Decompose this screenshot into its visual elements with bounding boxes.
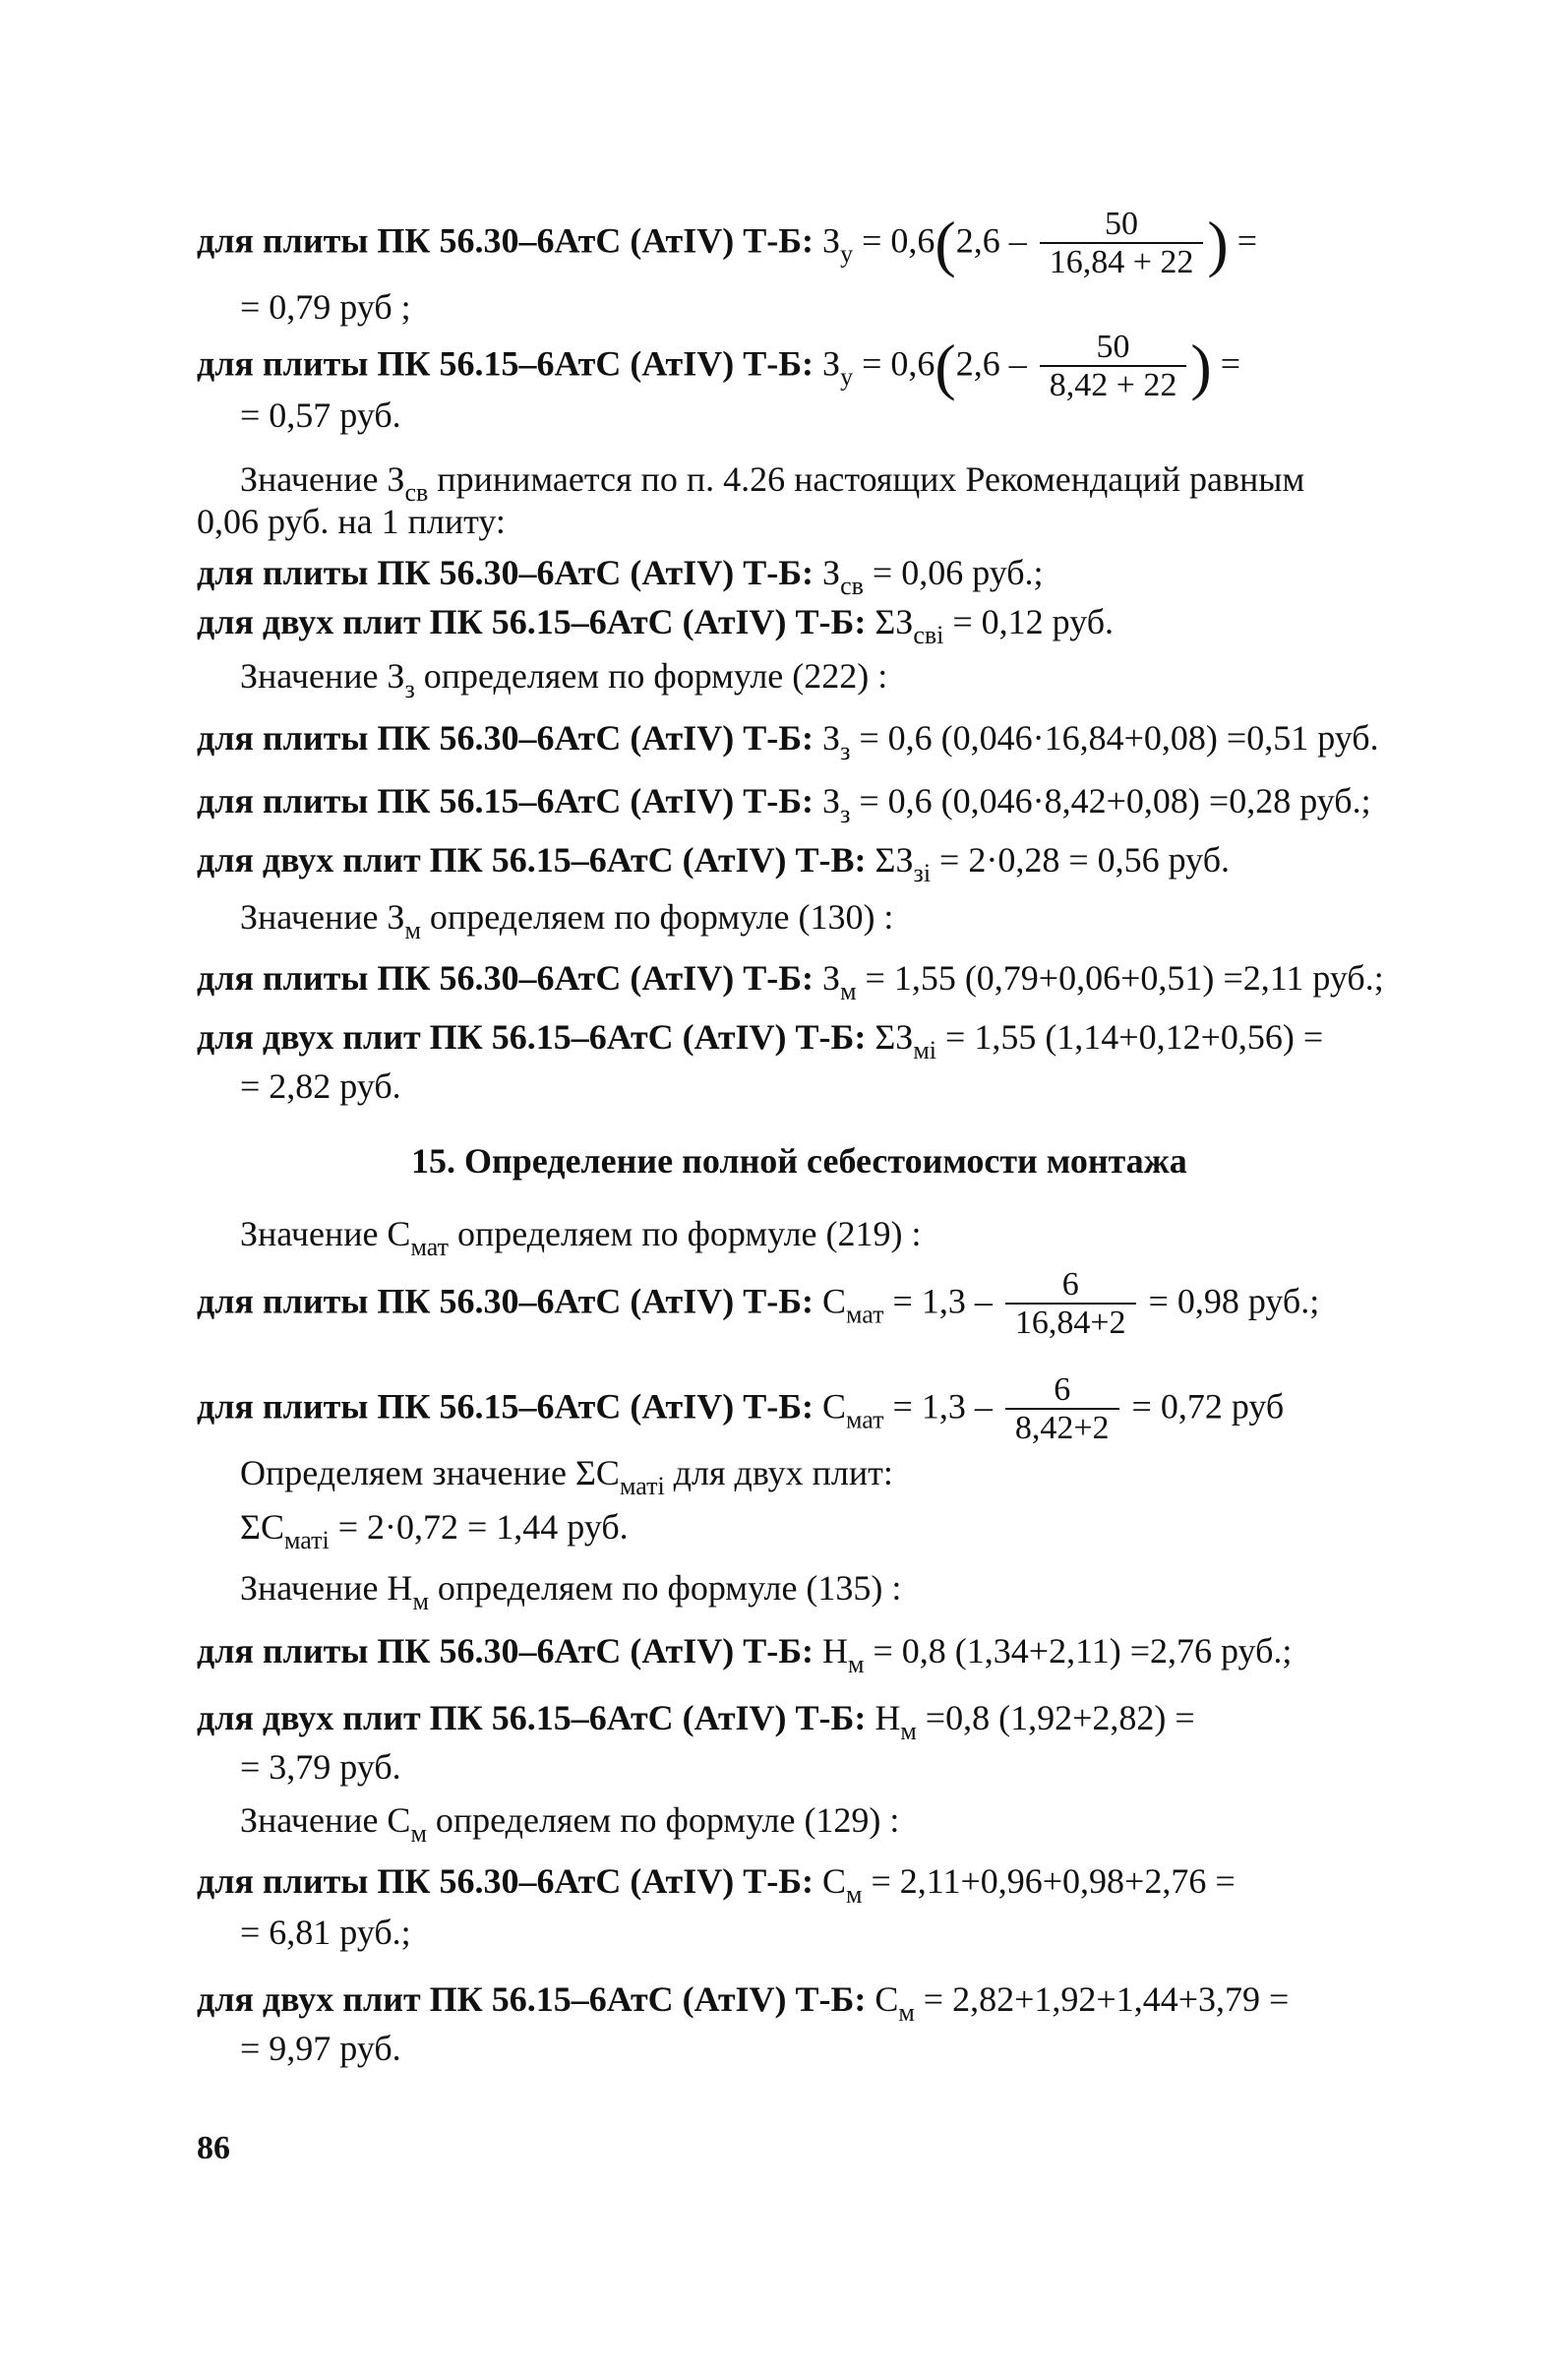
result-line: = 0,57 руб. [240, 395, 401, 435]
formula-line-zu-5615: для плиты ПК 56.15–6АтС (АтIV) Т-Б: $З_у = 0,6(2,6$ – $\frac{50}{8,42 + 22}$ ) = [197, 329, 1240, 403]
formula-line: для плиты ПК 56.30–6АтС (АтIV) Т-Б: $З_{св} = 0,06$ руб.; [197, 553, 1044, 600]
formula-line: для плиты ПК 56.30–6АтС (АтIV) Т-Б: $З_з = 0,6$ (0,046·16,84+0,08) =0,51 руб. [197, 718, 1379, 765]
formula-line: для двух плит ПК 56.15–6АтС (АтIV) Т-Б: $\Sigma З_{мi} = 1,55$ (1,14+0,12+0,56) = [197, 1017, 1324, 1064]
fraction: $\frac{50}{16,84 + 22}$ [1040, 207, 1204, 281]
formula-line: для двух плит ПК 56.15–6АтС (АтIV) Т-Б: $Н_м =0,8$ (1,92+2,82) = [197, 1698, 1195, 1745]
result-line: = 6,81 руб.; [240, 1913, 411, 1952]
result-line: = 2,82 руб. [240, 1066, 401, 1106]
page-number: 86 [197, 2130, 230, 2166]
paragraph-cm: Значение $С_м$ определяем по формуле (129) : [240, 1800, 900, 1848]
result-line: = 9,97 руб. [240, 2029, 401, 2068]
paragraph-zz: Значение $З_з$ определяем по формуле (222) : [240, 656, 888, 703]
fraction: $\frac{6}{16,84+2}$ [1005, 1267, 1136, 1342]
formula-line: для двух плит ПК 56.15–6АтС (АтIV) Т-Б: $\Sigma З_{свi} = 0,12$ руб. [197, 602, 1115, 649]
formula-line: для двух плит ПК 56.15–6АтС (АтIV) Т-Б: $С_м = 2,82+1,92+1,44+3,79$ = [197, 1979, 1290, 2027]
paragraph-nm: Значение $Н_м$ определяем по формуле (135) : [240, 1568, 902, 1615]
paragraph-zm: Значение $З_м$ определяем по формуле (130) : [240, 897, 894, 944]
fraction: $\frac{6}{8,42+2}$ [1005, 1372, 1119, 1447]
paragraph-cmat: Значение $С_{мат}$ определяем по формуле (219) : [240, 1214, 922, 1261]
formula-line-cmat-5615: для плиты ПК 56.15–6АтС (АтIV) Т-Б: $С_{мат} = 1,3$ – $\frac{6}{8,42+2}$ = 0,72 руб [197, 1371, 1285, 1446]
result-line: = 3,79 руб. [240, 1747, 401, 1787]
result-line: = 0,79 руб ; [240, 287, 411, 327]
formula-line: для плиты ПК 56.15–6АтС (АтIV) Т-Б: $З_з = 0,6$ (0,046·8,42+0,08) =0,28 руб.; [197, 781, 1371, 828]
formula-line: для двух плит ПК 56.15–6АтС (АтIV) Т-В: $\Sigma З_{зi} = 2\cdot 0,28 = 0,56$ руб. [197, 840, 1231, 887]
formula-line: для плиты ПК 56.30–6АтС (АтIV) Т-Б: $С_м = 2,11+0,96+0,98+2,76$ = [197, 1861, 1236, 1909]
slab-label: для плиты ПК 56.15–6АтС (АтIV) Т-Б: [197, 343, 814, 384]
fraction: $\frac{50}{8,42 + 22}$ [1040, 330, 1187, 404]
paragraph-sum-cmat: Определяем значение $\Sigma С_{матi}$ для двух плит: [240, 1453, 893, 1500]
formula-line: для плиты ПК 56.30–6АтС (АтIV) Т-Б: $З_м = 1,55$ (0,79+0,06+0,51) =2,11 руб.; [197, 958, 1384, 1005]
formula-line-cmat-5630: для плиты ПК 56.30–6АтС (АтIV) Т-Б: $С_{мат} = 1,3$ – $\frac{6}{16,84+2}$ = 0,98 руб.; [197, 1266, 1320, 1341]
slab-label: для плиты ПК 56.30–6АтС (АтIV) Т-Б: [197, 220, 814, 261]
formula-line-zu-5630: для плиты ПК 56.30–6АтС (АтIV) Т-Б: $З_у = 0,6(2,6$ – $\frac{50}{16,84 + 22}$ ) = [197, 206, 1257, 280]
formula-line: $\Sigma С_{матi} = 2\cdot 0,72 = 1,44$ руб. [240, 1507, 629, 1554]
paragraph-zsv-cont: 0,06 руб. на 1 плиту: [197, 502, 506, 541]
section-heading: 15. Определение полной себестоимости монтажа [411, 1141, 1187, 1181]
paragraph-zsv: Значение $З_{св}$ принимается по п. 4.26 настоящих Рекомендаций равным [240, 459, 1305, 507]
formula-line: для плиты ПК 56.30–6АтС (АтIV) Т-Б: $Н_м = 0,8$ (1,34+2,11) =2,76 руб.; [197, 1631, 1293, 1678]
